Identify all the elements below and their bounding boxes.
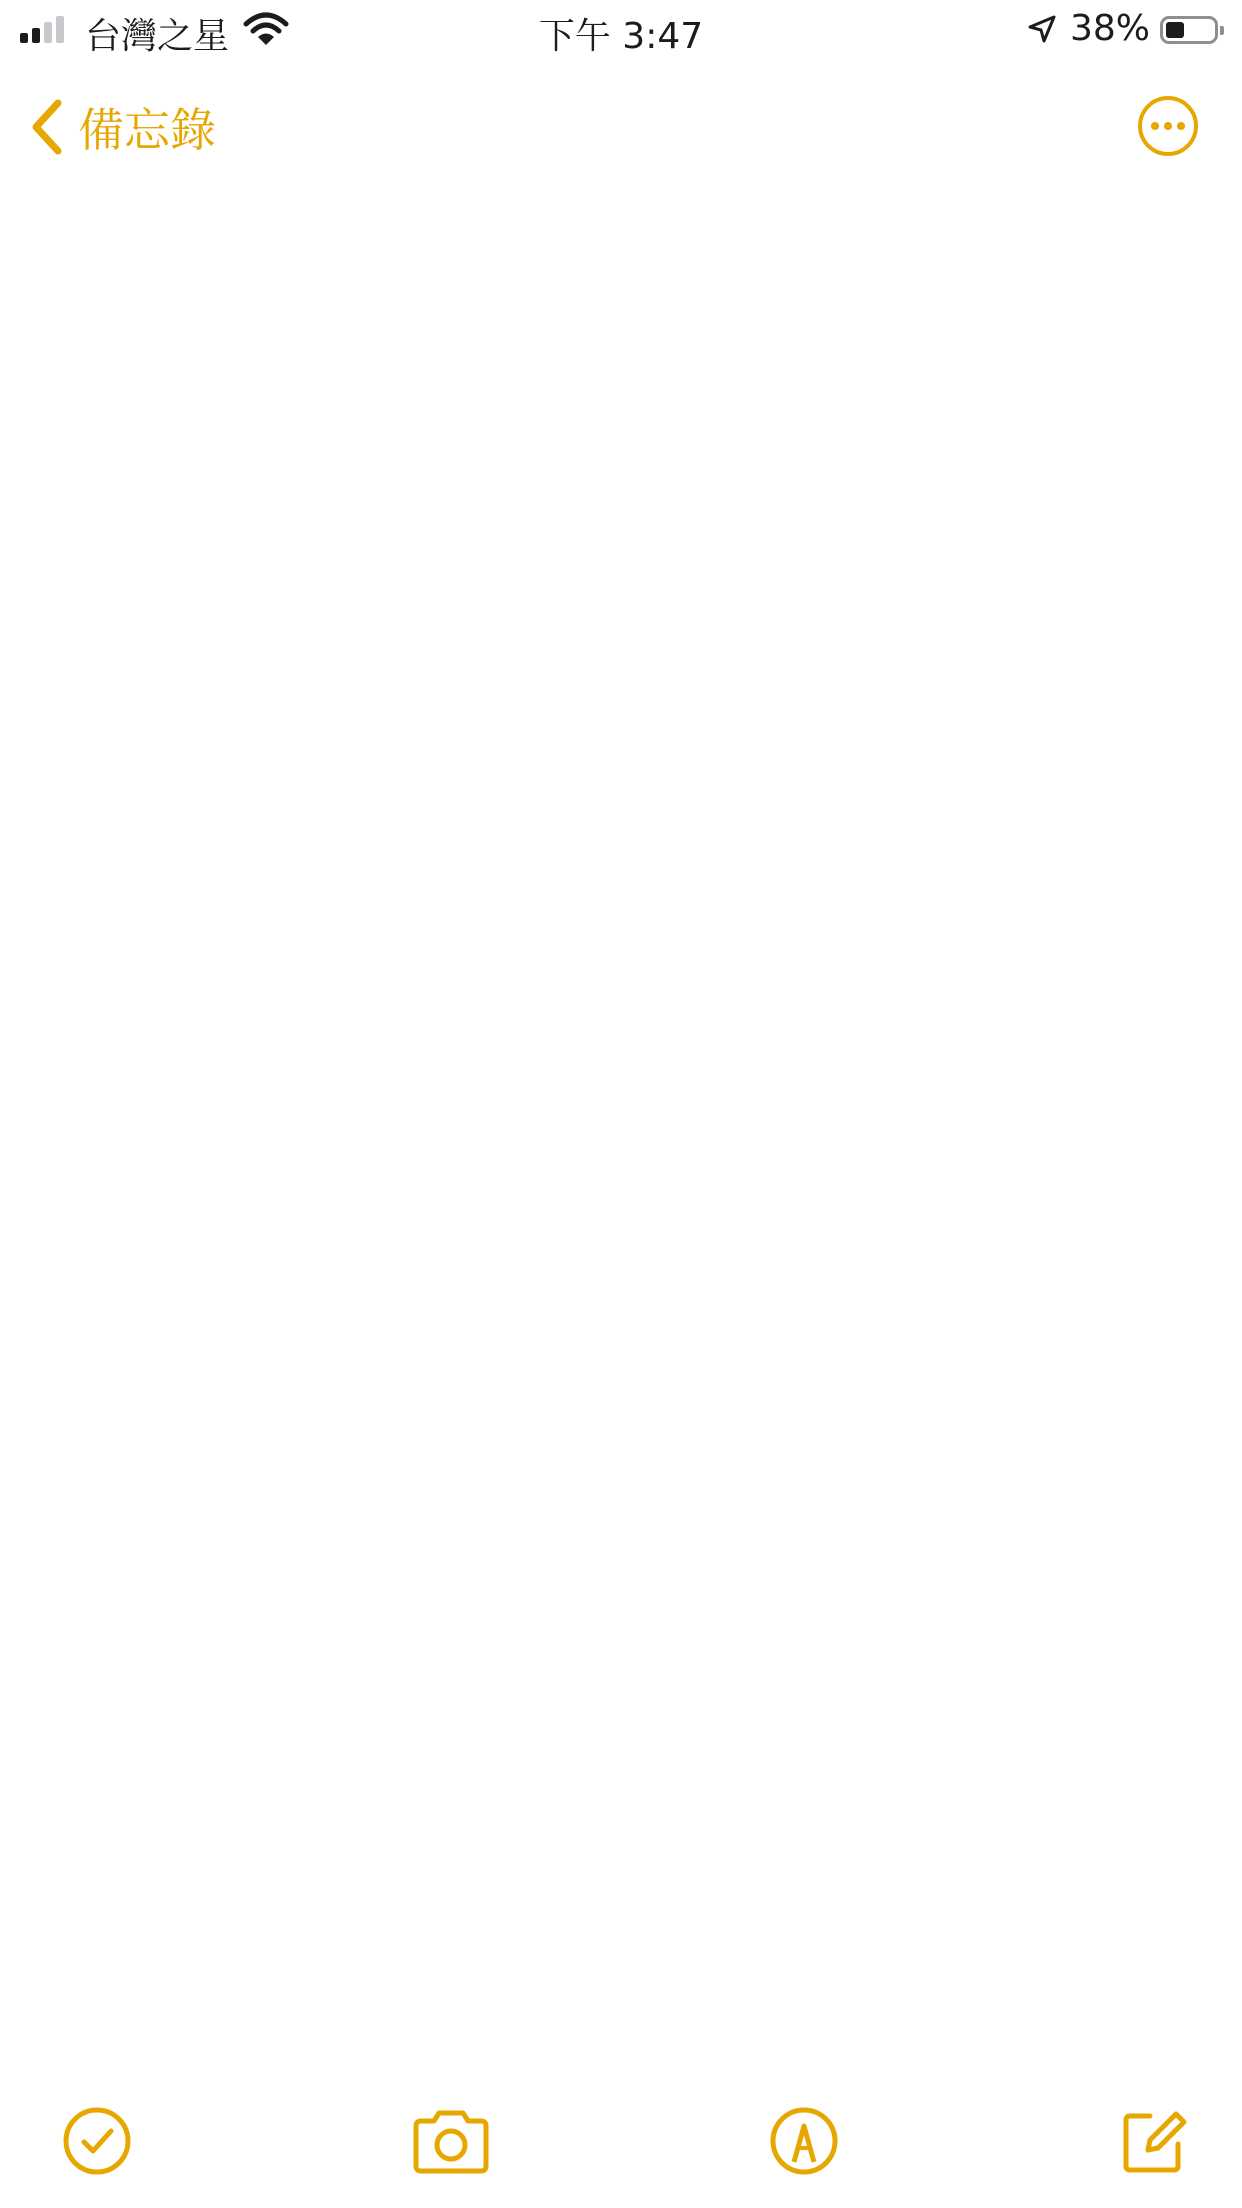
ellipsis-circle-icon[interactable] (1136, 94, 1200, 158)
nav-bar (0, 64, 1242, 194)
camera-icon[interactable] (408, 2104, 494, 2178)
note-paragraph (84, 662, 1164, 734)
location-arrow-icon (1027, 14, 1057, 44)
chevron-left-icon (30, 98, 64, 156)
bottom-toolbar (0, 2094, 1242, 2208)
note-paragraph (84, 374, 1164, 446)
note-body[interactable] (84, 230, 1164, 2050)
markup-pen-icon[interactable] (767, 2104, 841, 2178)
checklist-icon[interactable] (60, 2104, 134, 2178)
battery-percentage: 38% (1070, 8, 1151, 49)
note-paragraph (84, 806, 1164, 878)
carrier-name: 台灣之星 (85, 16, 230, 57)
note-paragraph (84, 230, 1164, 302)
note-paragraph (84, 1094, 1164, 1166)
status-time: 下午 3:47 (538, 16, 704, 57)
back-button-label: 備忘錄 (78, 103, 216, 157)
compose-icon[interactable] (1116, 2104, 1190, 2178)
note-paragraph (84, 518, 1164, 590)
status-bar (0, 0, 1242, 64)
battery-icon (1160, 16, 1218, 44)
note-paragraph (84, 950, 1164, 1022)
back-button[interactable] (30, 94, 216, 160)
